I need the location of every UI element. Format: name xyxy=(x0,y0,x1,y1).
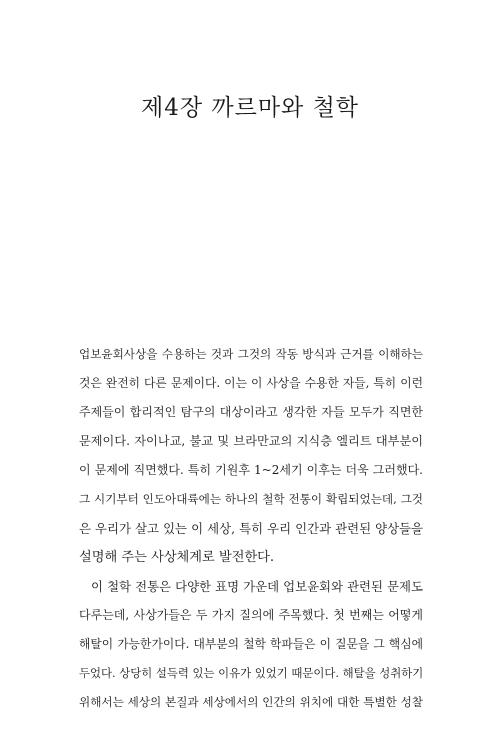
text-line: 그 시기부터 인도아대륙에는 하나의 철학 전통이 확립되었는데, 그것 xyxy=(79,492,423,506)
text-line: 해탈이 가능한가이다. 대부분의 철학 학파들은 이 질문을 그 핵심에 xyxy=(79,637,423,651)
text-line: 것은 완전히 다른 문제이다. 이는 이 사상을 수용한 자들, 특히 이런 xyxy=(79,376,423,390)
text-line: 문제이다. 자이나교, 불교 및 브라만교의 지식층 엘리트 대부분이 xyxy=(79,434,423,448)
text-line: 주제들이 합리적인 탐구의 대상이라고 생각한 자들 모두가 직면한 xyxy=(79,405,423,419)
text-line: 설명해 주는 사상체계로 발전한다. xyxy=(79,550,275,565)
text-line: 다루는데, 사상가들은 두 가지 질의에 주목했다. 첫 번째는 어떻게 xyxy=(79,608,423,622)
text-line: 업보윤회사상을 수용하는 것과 그것의 작동 방식과 근거를 이해하는 xyxy=(79,347,423,361)
text-line: 은 우리가 살고 있는 이 세상, 특히 우리 인간과 관련된 양상들을 xyxy=(79,521,423,536)
text-line: 이 문제에 직면했다. 특히 기원후 1~2세기 이후는 더욱 그러했다. xyxy=(79,463,423,477)
text-line: 이 철학 전통은 다양한 표명 가운데 업보윤회와 관련된 문제도 xyxy=(91,579,423,594)
text-line: 위해서는 세상의 본질과 세상에서의 인간의 위치에 대한 특별한 성찰 xyxy=(79,695,423,709)
body-text xyxy=(79,340,423,717)
chapter-title: 제4장 까르마와 철학 xyxy=(141,95,359,121)
text-line: 두었다. 상당히 설득력 있는 이유가 있었기 때문이다. 해탈을 성취하기 xyxy=(79,666,424,680)
